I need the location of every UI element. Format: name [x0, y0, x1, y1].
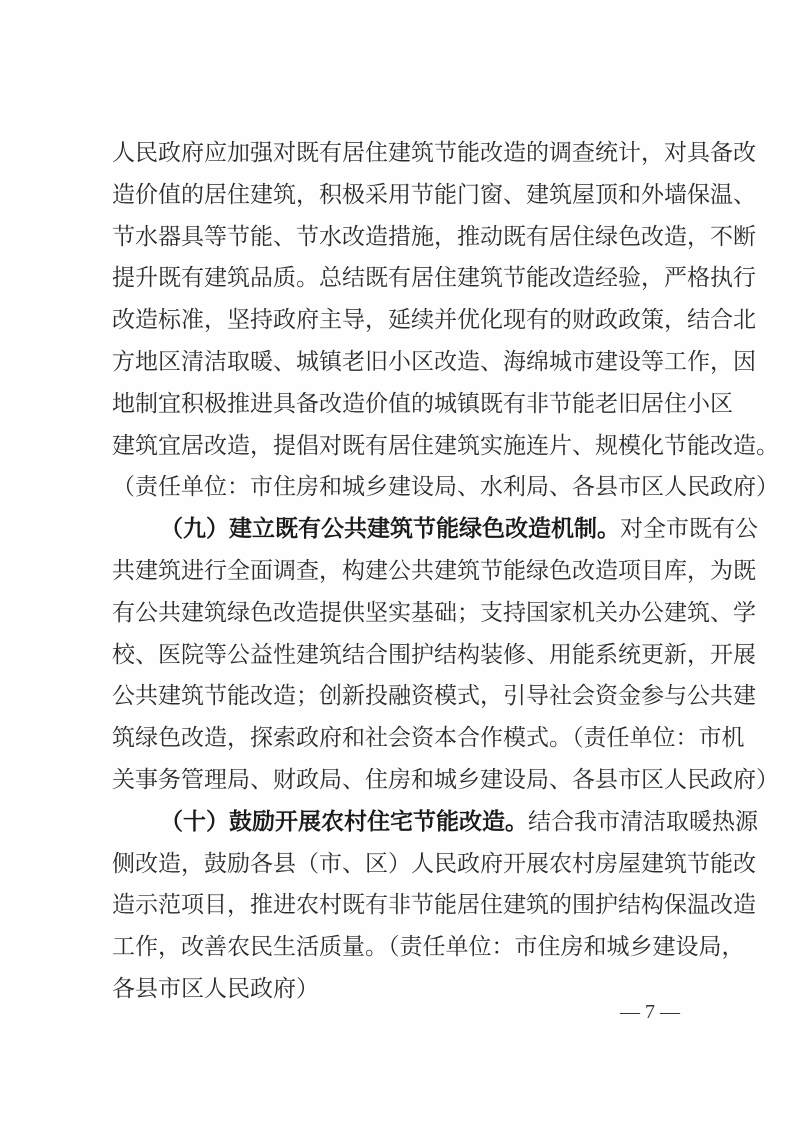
page-number: — 7 — — [620, 1001, 680, 1023]
text-line: 有公共建筑绿色改造提供坚实基础；支持国家机关办公建筑、学 — [112, 600, 756, 626]
section-heading-ten: （十）鼓励开展农村住宅节能改造。 — [160, 808, 528, 835]
responsible-units-line: （责任单位：市住房和城乡建设局、水利局、各县市区人民政府） — [112, 474, 779, 500]
heading-line-rest: 对全市既有公 — [620, 516, 758, 542]
text-line: 地制宜积极推进具备改造价值的城镇既有非节能老旧居住小区 — [112, 391, 733, 417]
responsible-units-line: 关事务管理局、财政局、住房和城乡建设局、各县市区人民政府） — [112, 767, 779, 793]
section-heading-nine: （九）建立既有公共建筑节能绿色改造机制。 — [160, 515, 620, 542]
section-heading-line — [160, 514, 758, 544]
text-line: 侧改造，鼓励各县（市、区）人民政府开展农村房屋建筑节能改 — [112, 851, 756, 877]
text-line: 提升既有建筑品质。总结既有居住建筑节能改造经验，严格执行 — [112, 265, 756, 291]
text-line: 造价值的居住建筑，积极采用节能门窗、建筑屋顶和外墙保温、 — [112, 182, 756, 208]
responsible-units-line: 各县市区人民政府） — [112, 976, 319, 1002]
text-line: 公共建筑节能改造；创新投融资模式，引导社会资金参与公共建 — [112, 683, 756, 709]
text-line: 造示范项目，推进农村既有非节能居住建筑的围护结构保温改造 — [112, 892, 756, 918]
text-line: 筑绿色改造，探索政府和社会资本合作模式。（责任单位：市机 — [112, 725, 745, 751]
text-line: 方地区清洁取暖、城镇老旧小区改造、海绵城市建设等工作，因 — [112, 349, 756, 375]
text-line: 节水器具等节能、节水改造措施，推动既有居住绿色改造，不断 — [112, 224, 756, 250]
text-line: 共建筑进行全面调查，构建公共建筑节能绿色改造项目库，为既 — [112, 558, 756, 584]
text-line: 改造标准，坚持政府主导，延续并优化现有的财政政策，结合北 — [112, 307, 756, 333]
text-line: 工作，改善农民生活质量。（责任单位：市住房和城乡建设局， — [112, 934, 745, 960]
section-heading-line — [160, 807, 758, 837]
text-line: 校、医院等公益性建筑结合围护结构装修、用能系统更新，开展 — [112, 642, 756, 668]
heading-line-rest: 结合我市清洁取暖热源 — [528, 809, 758, 835]
text-line: 建筑宜居改造，提倡对既有居住建筑实施连片、规模化节能改造。 — [112, 433, 779, 459]
text-line: 人民政府应加强对既有居住建筑节能改造的调查统计，对具备改 — [112, 140, 756, 166]
